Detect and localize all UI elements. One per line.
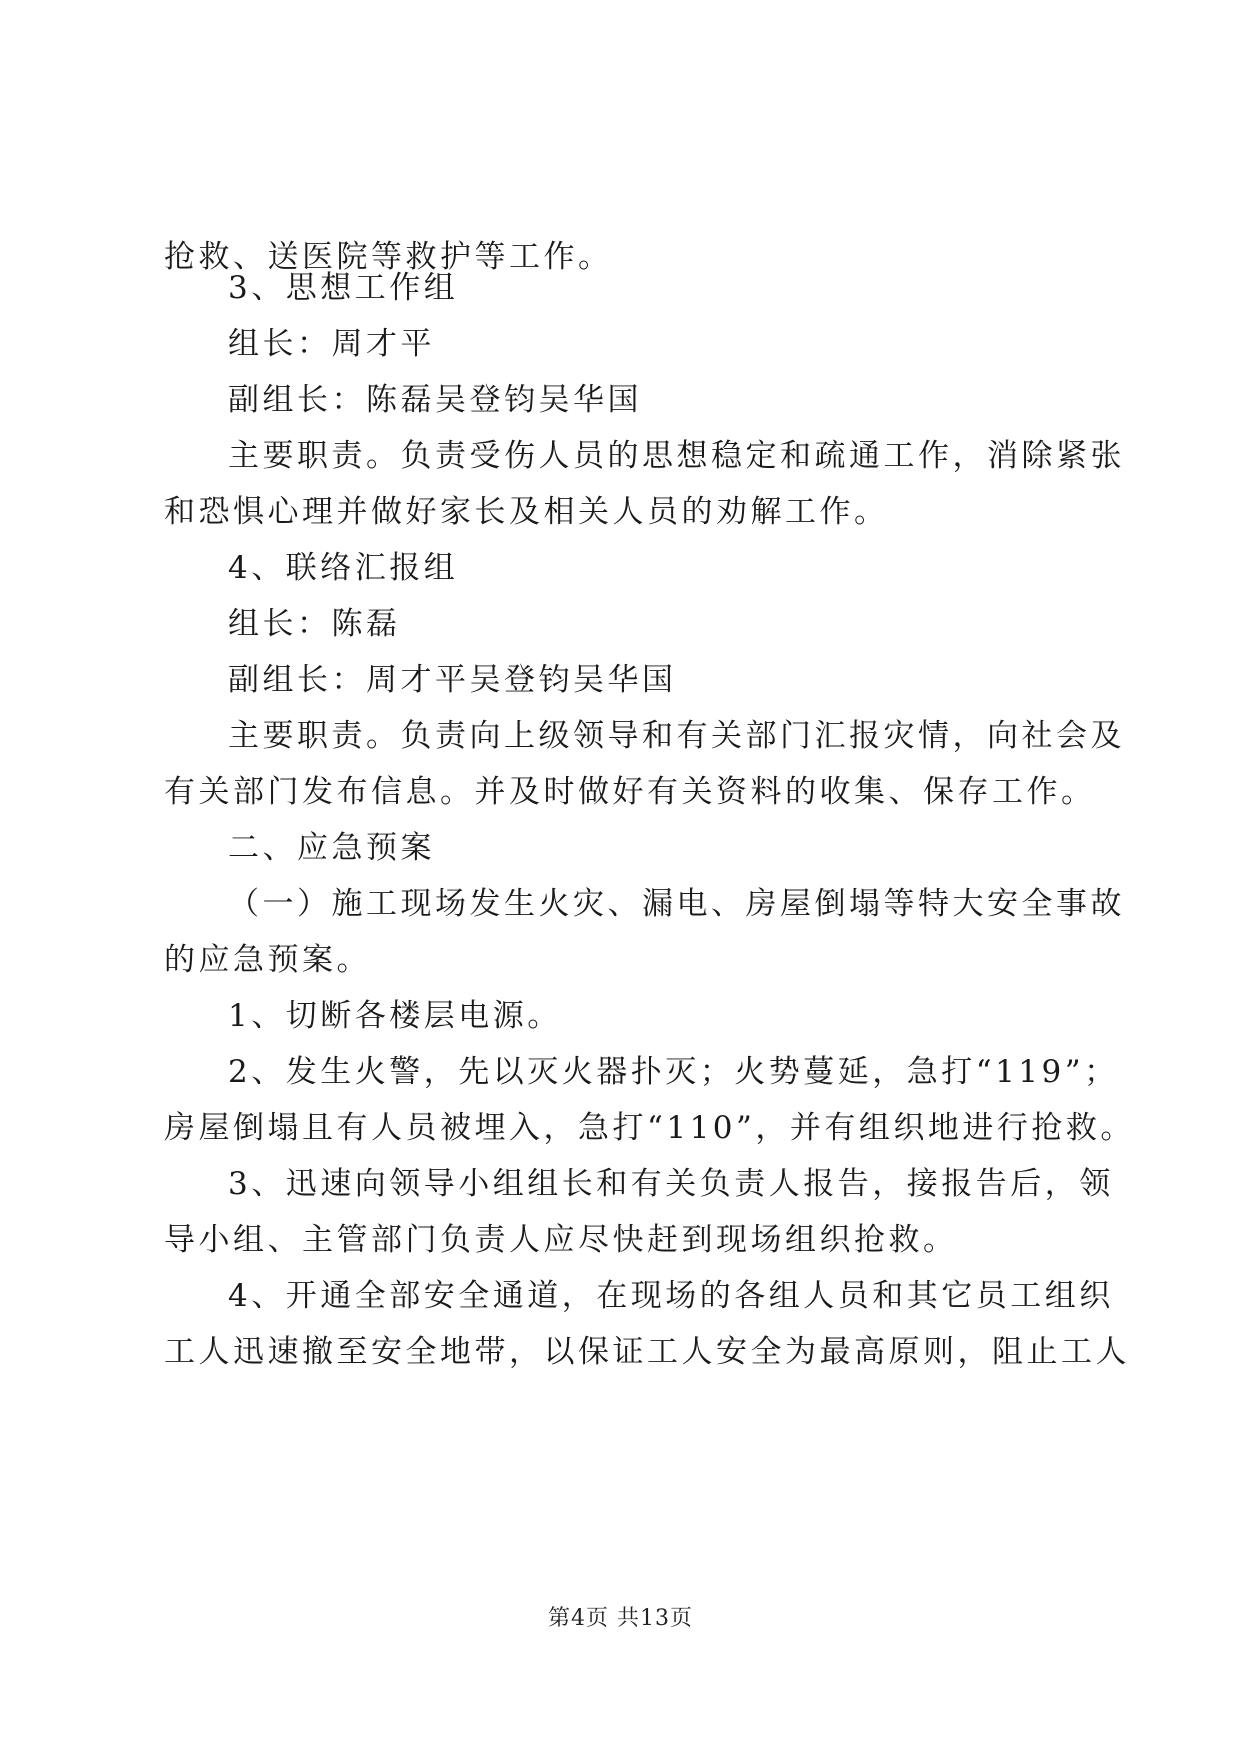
body-line: 2、发生火警，先以灭火器扑灭；火势蔓延，急打“119”； bbox=[228, 1054, 1119, 1090]
body-line: 主要职责。负责受伤人员的思想稳定和疏通工作，消除紧张 bbox=[228, 438, 1125, 474]
body-line: 3、迅速向领导小组组长和有关负责人报告，接报告后，领 bbox=[228, 1166, 1114, 1202]
body-line: 有关部门发布信息。并及时做好有关资料的收集、保存工作。 bbox=[164, 774, 1096, 810]
body-line: 的应急预案。 bbox=[164, 942, 371, 978]
body-line: 副组长：周才平吴登钧吴华国 bbox=[228, 662, 677, 698]
section-heading: 4、联络汇报组 bbox=[228, 550, 459, 586]
body-line: 主要职责。负责向上级领导和有关部门汇报灾情，向社会及 bbox=[228, 718, 1125, 754]
body-line: （一）施工现场发生火灾、漏电、房屋倒塌等特大安全事故 bbox=[228, 886, 1125, 922]
section-heading: 二、应急预案 bbox=[228, 830, 435, 866]
body-line: 4、开通全部安全通道，在现场的各组人员和其它员工组织 bbox=[228, 1278, 1114, 1314]
body-line: 导小组、主管部门负责人应尽快赶到现场组织抢救。 bbox=[164, 1222, 958, 1258]
body-line: 抢救、送医院等救护等工作。 bbox=[164, 239, 613, 275]
body-line: 和恐惧心理并做好家长及相关人员的劝解工作。 bbox=[164, 494, 889, 530]
section-heading: 3、思想工作组 bbox=[228, 270, 459, 306]
body-line: 副组长：陈磊吴登钧吴华国 bbox=[228, 382, 642, 418]
body-line: 组长：陈磊 bbox=[228, 606, 401, 642]
body-line: 房屋倒塌且有人员被埋入，急打“110”，并有组织地进行抢救。 bbox=[164, 1110, 1135, 1146]
body-line: 工人迅速撤至安全地带，以保证工人安全为最高原则，阻止工人 bbox=[164, 1334, 1130, 1370]
body-line: 组长：周才平 bbox=[228, 326, 435, 362]
body-line: 1、切断各楼层电源。 bbox=[228, 998, 562, 1034]
page-number-footer: 第4页 共13页 bbox=[548, 1606, 693, 1631]
